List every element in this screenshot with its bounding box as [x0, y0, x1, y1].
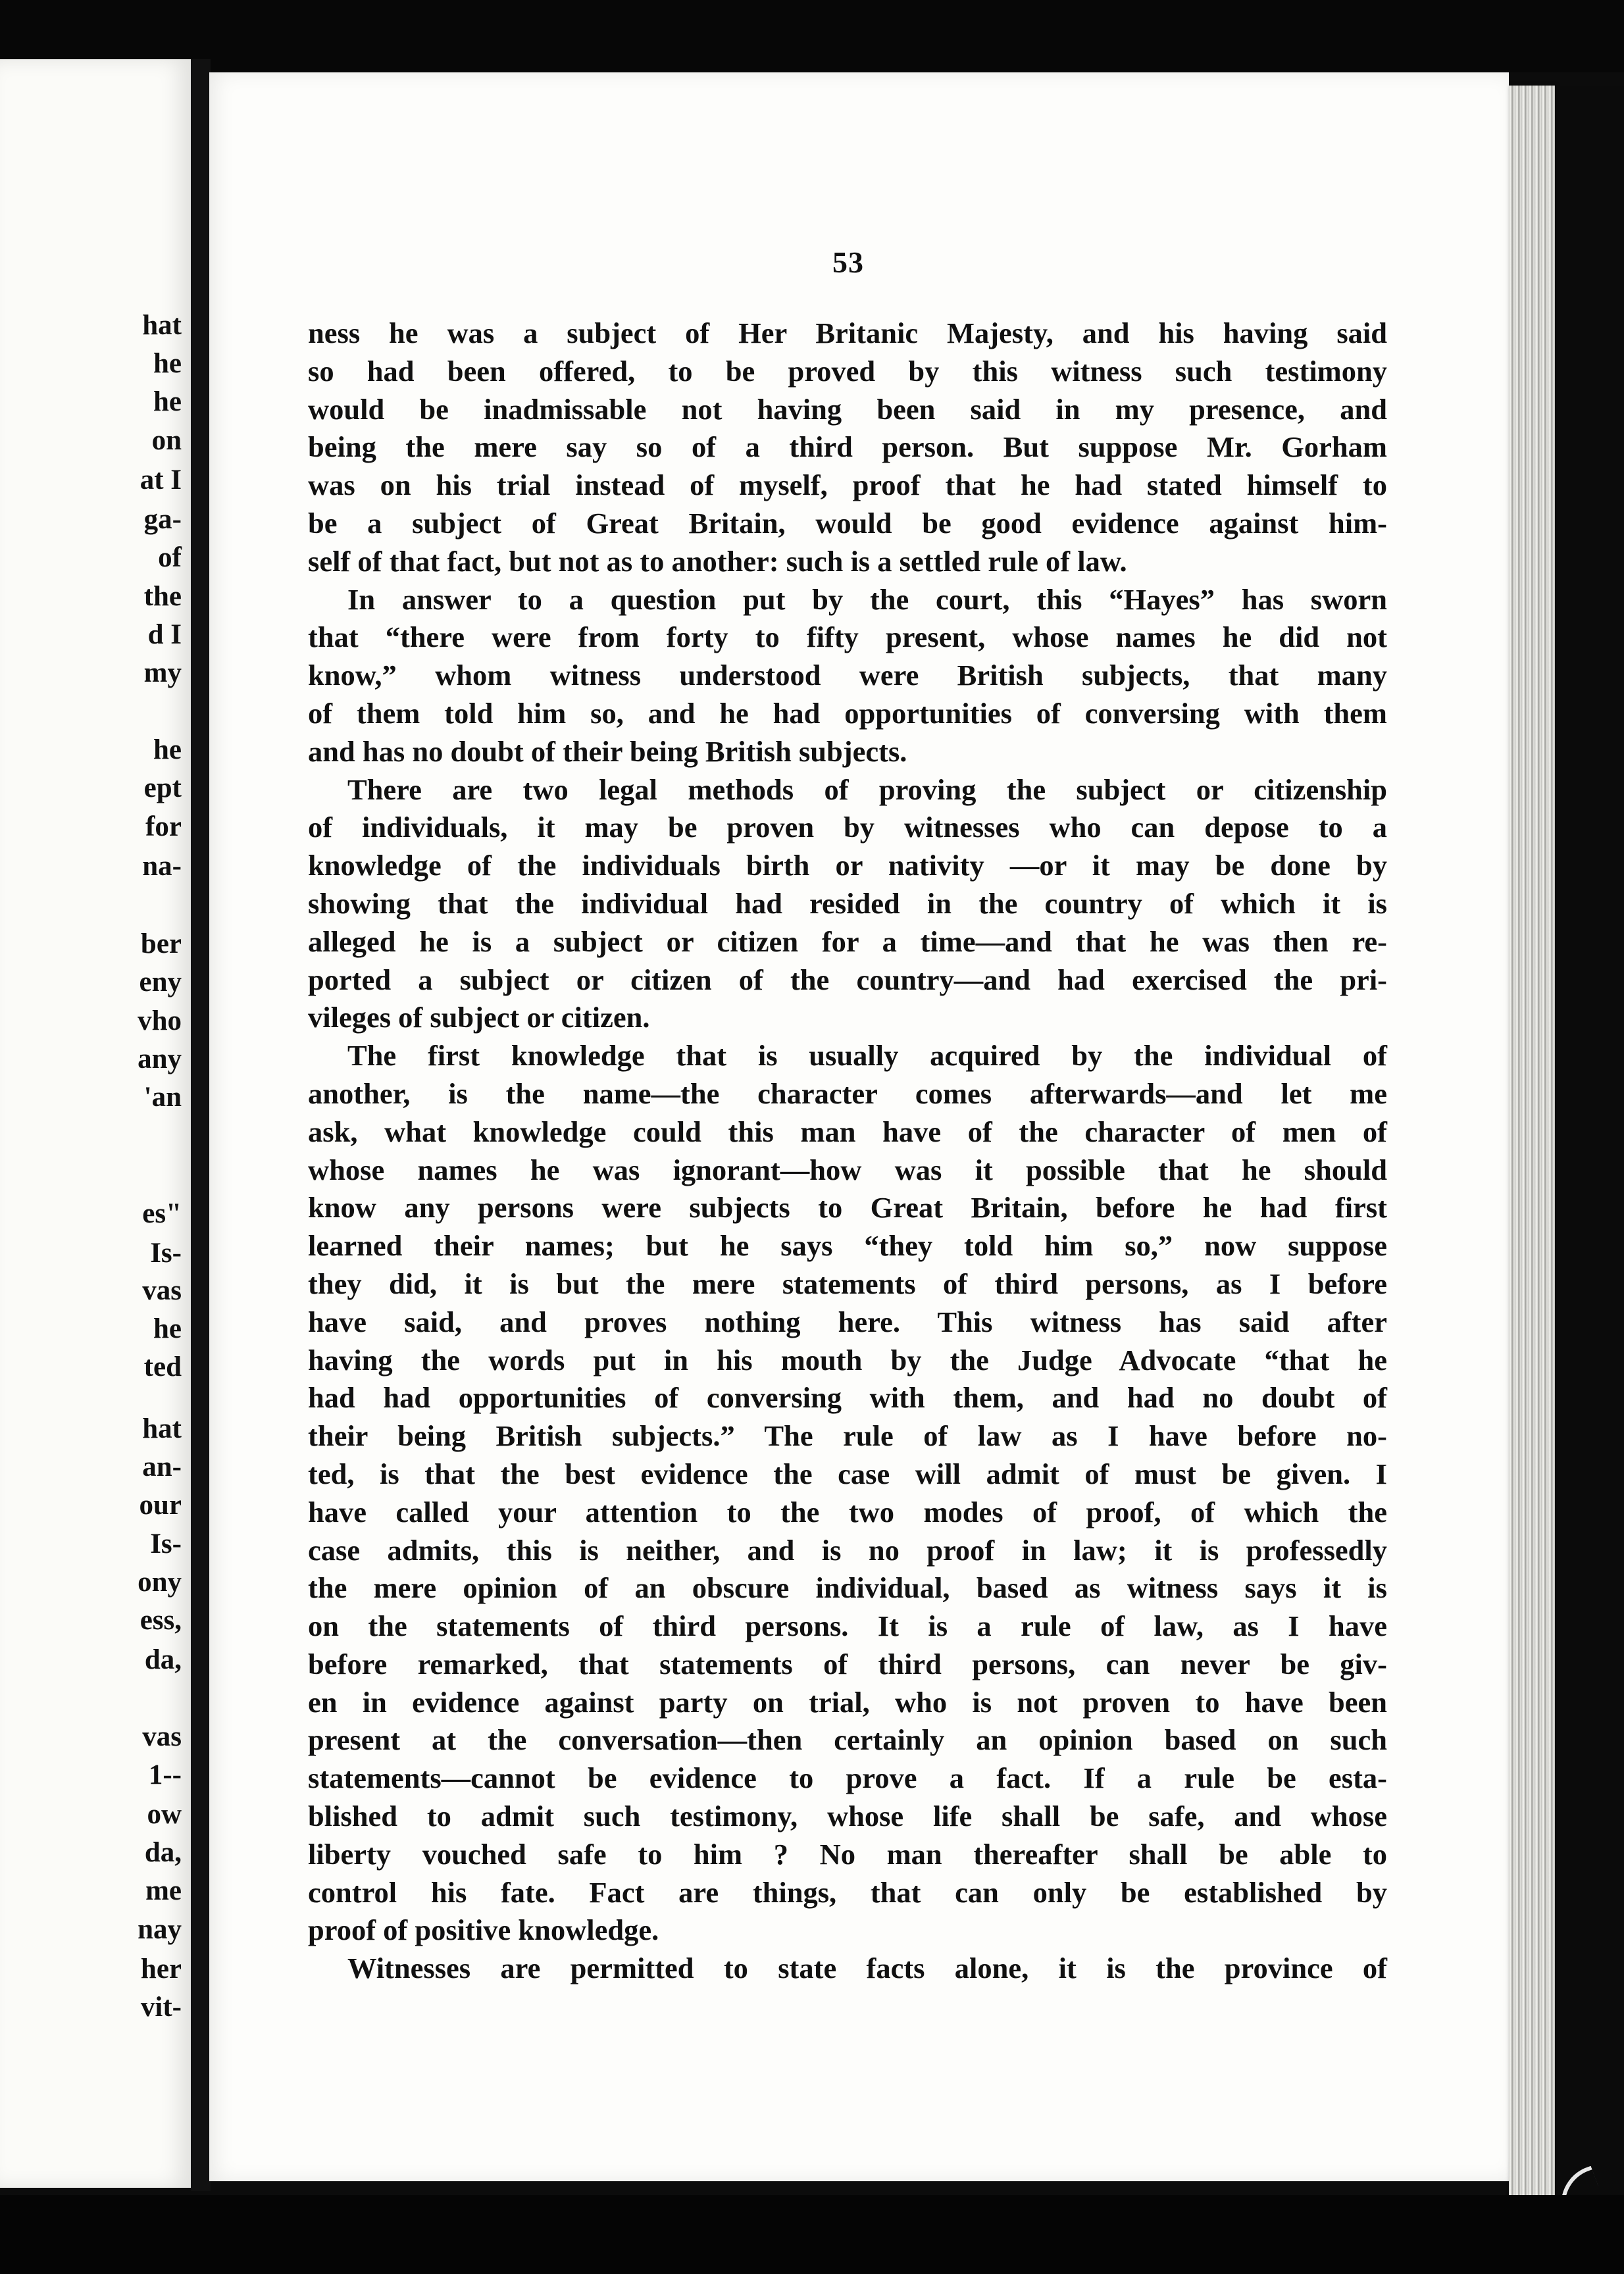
- left-page-text-fragment: vas: [142, 1721, 182, 1752]
- left-page-text-fragment: vho: [138, 1005, 182, 1036]
- text-line: learned their names; but he says “they told him so,” now suppose: [308, 1229, 1387, 1263]
- left-page-text-fragment: an-: [142, 1452, 182, 1482]
- text-line: liberty vouched safe to him ? No man thereafter shall be able to: [308, 1837, 1387, 1871]
- paragraph-start-line: Witnesses are permitted to state facts alone, it is the province of: [347, 1952, 1387, 1985]
- left-page-text-fragment: her: [140, 1954, 182, 1984]
- left-page-text-fragment: d I: [147, 619, 182, 650]
- left-page-text-fragment: at I: [140, 465, 182, 495]
- text-line: en in evidence against party on trial, who is not proven to have been: [308, 1685, 1387, 1719]
- left-page-text-fragment: he: [153, 348, 182, 379]
- left-page-text-fragment: he: [153, 1313, 182, 1344]
- left-page-text-fragment: he: [153, 386, 182, 417]
- scan-right-border: [1555, 86, 1624, 2237]
- text-line: ask, what knowledge could this man have of the character of men of: [308, 1115, 1387, 1148]
- left-page-text-fragment: our: [139, 1490, 182, 1521]
- paragraph-start-line: There are two legal methods of proving the subject or citizenship: [347, 772, 1387, 806]
- text-line: have called your attention to the two modes of proof, of which the: [308, 1495, 1387, 1529]
- left-page-text-fragment: ow: [147, 1799, 182, 1830]
- left-page-text-fragment: ony: [138, 1567, 182, 1598]
- left-page-text-fragment: he: [153, 734, 182, 765]
- left-facing-page: [0, 59, 193, 2188]
- text-line: vileges of subject or citizen.: [308, 1001, 650, 1034]
- left-page-text-fragment: vit-: [140, 1992, 182, 2023]
- text-line: ted, is that the best evidence the case will admit of must be given. I: [308, 1457, 1387, 1490]
- text-line: their being British subjects.” The rule of law as I have before no-: [308, 1419, 1387, 1453]
- text-line: of them told him so, and he had opportunities of conversing with them: [308, 696, 1387, 730]
- left-page-text-fragment: hat: [142, 310, 182, 341]
- text-line: proof of positive knowledge.: [308, 1913, 659, 1947]
- text-line: would be inadmissable not having been said in my presence, and: [308, 392, 1387, 426]
- left-page-text-fragment: Is-: [150, 1529, 182, 1559]
- left-page-text-fragment: ber: [140, 928, 182, 959]
- left-page-text-fragment: the: [143, 581, 182, 612]
- text-line: so had been offered, to be proved by this witness such testimony: [308, 354, 1387, 388]
- left-page-text-fragment: ept: [143, 772, 182, 803]
- left-page-text-fragment: 1--: [148, 1759, 182, 1790]
- left-page-text-fragment: on: [151, 425, 182, 456]
- page-body-text: [308, 315, 1387, 1988]
- left-page-text-fragment: es": [142, 1198, 182, 1229]
- left-page-text-fragment: for: [145, 811, 182, 842]
- text-line: statements—cannot be evidence to prove a fact. If a rule be esta-: [308, 1761, 1387, 1795]
- text-line: they did, it is but the mere statements of third persons, as I before: [308, 1267, 1387, 1300]
- text-line: control his fate. Fact are things, that can only be established by: [308, 1875, 1387, 1909]
- text-line: having the words put in his mouth by the Judge Advocate “that he: [308, 1343, 1387, 1377]
- text-line: that “there were from forty to fifty present, whose names he did not: [308, 620, 1387, 654]
- text-line: blished to admit such testimony, whose life shall be safe, and whose: [308, 1800, 1387, 1833]
- scan-top-border: [0, 0, 1624, 72]
- left-page-text-fragment: any: [138, 1044, 182, 1074]
- text-line: know,” whom witness understood were British subjects, that many: [308, 659, 1387, 692]
- scan-bottom-border: [0, 2195, 1624, 2274]
- left-page-text-fragment: ess,: [140, 1605, 182, 1636]
- text-line: of individuals, it may be proven by witnesses who can depose to a: [308, 811, 1387, 844]
- text-line: ness he was a subject of Her Britanic Majesty, and his having said: [308, 316, 1387, 349]
- left-page-text-fragment: 'an: [143, 1082, 182, 1113]
- text-line: case admits, this is neither, and is no proof in law; it is professedly: [308, 1533, 1387, 1567]
- text-line: self of that fact, but not as to another: such is a settled rule of law.: [308, 544, 1127, 578]
- left-page-text-fragment: nay: [138, 1914, 182, 1945]
- left-page-text-fragment: Is-: [150, 1238, 182, 1269]
- text-line: had had opportunities of conversing with them, and had no doubt of: [308, 1381, 1387, 1415]
- text-line: know any persons were subjects to Great Britain, before he had first: [308, 1191, 1387, 1225]
- page-number: 53: [832, 245, 864, 279]
- left-page-text-fragment: na-: [142, 851, 182, 882]
- text-line: before remarked, that statements of third persons, can never be giv-: [308, 1647, 1387, 1680]
- text-line: have said, and proves nothing here. This witness has said after: [308, 1305, 1387, 1338]
- text-line: alleged he is a subject or citizen for a time—and that he was then re-: [308, 924, 1387, 958]
- left-page-text-fragment: eny: [139, 967, 182, 998]
- left-page-text-fragment: da,: [144, 1644, 182, 1675]
- text-line: knowledge of the individuals birth or nativity —or it may be done by: [308, 849, 1387, 882]
- book-gutter: [191, 59, 211, 2191]
- left-page-text-fragment: ga-: [143, 504, 182, 535]
- text-line: be a subject of Great Britain, would be good evidence against him-: [308, 506, 1387, 540]
- text-line: and has no doubt of their being British subjects.: [308, 734, 907, 768]
- left-page-text-fragment: my: [143, 657, 182, 688]
- text-line: being the mere say so of a third person. But suppose Mr. Gorham: [308, 430, 1387, 464]
- text-line: whose names he was ignorant—how was it possible that he should: [308, 1153, 1387, 1186]
- text-line: on the statements of third persons. It is a rule of law, as I have: [308, 1609, 1387, 1643]
- left-page-text-fragment: da,: [144, 1837, 182, 1868]
- left-page-text-fragment: hat: [142, 1413, 182, 1444]
- left-page-text-fragment: of: [158, 542, 182, 573]
- left-page-text-fragment: vas: [142, 1275, 182, 1306]
- stacked-page-edges: [1509, 86, 1555, 2237]
- text-line: the mere opinion of an obscure individual, based as witness says it is: [308, 1571, 1387, 1605]
- text-line: was on his trial instead of myself, proof that he had stated himself to: [308, 468, 1387, 502]
- text-line: another, is the name—the character comes afterwards—and let me: [308, 1076, 1387, 1110]
- text-line: present at the conversation—then certainly an opinion based on such: [308, 1723, 1387, 1757]
- left-page-text-fragment: me: [145, 1875, 182, 1906]
- text-line: showing that the individual had resided in the country of which it is: [308, 886, 1387, 920]
- paragraph-start-line: The first knowledge that is usually acquired by the individual of: [347, 1039, 1387, 1073]
- paragraph-start-line: In answer to a question put by the court, this “Hayes” has sworn: [347, 582, 1387, 616]
- text-line: ported a subject or citizen of the country—and had exercised the pri-: [308, 963, 1387, 996]
- left-page-text-fragment: ted: [143, 1352, 182, 1382]
